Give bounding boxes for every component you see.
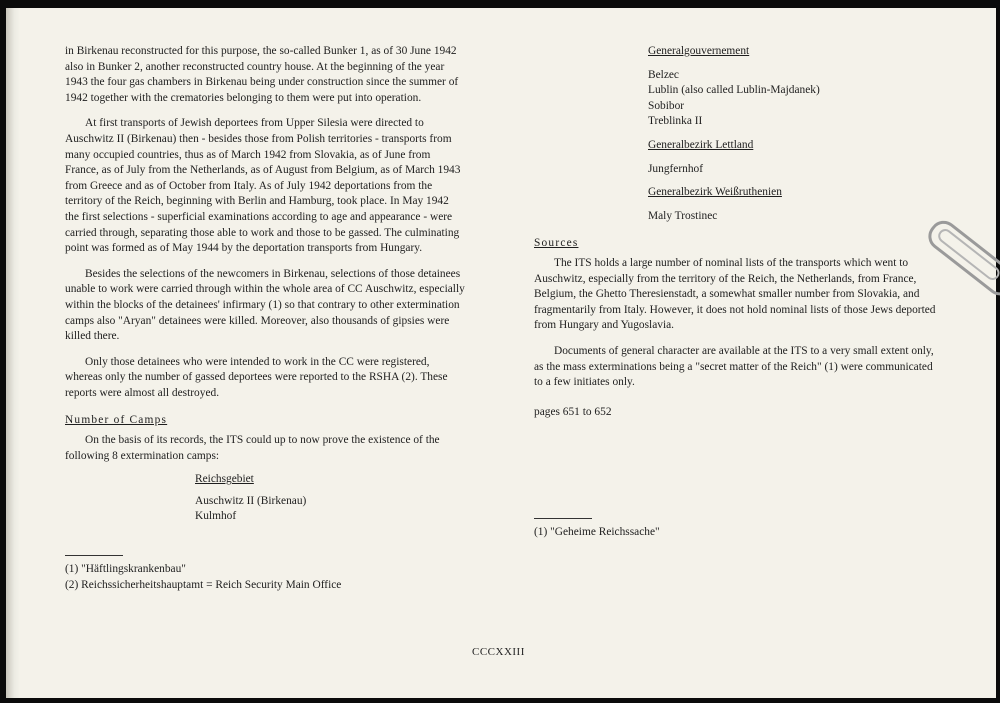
heading-number-of-camps: Number of Camps — [65, 414, 168, 427]
pages-reference: pages 651 to 652 — [534, 405, 612, 418]
footnote-item: (2) Reichssicherheitshauptamt = Reich Security Main Office — [65, 578, 342, 591]
generalgouvernement-list — [648, 68, 944, 130]
footnote-divider — [534, 518, 592, 519]
camp-item: Maly Trostinec — [648, 209, 718, 222]
left-paragraph-3: Besides the selections of the newcomers in Birkenau, selections of those detainees unable to work were carried through within the whole area of CC Auschwitz, especially within the blocks of the detainees' infirmary (1) so that contrary to other extermination camps also "Aryan" detainees were killed. Moreover, also thousands of gipsies were killed there. — [65, 267, 465, 343]
reichsgebiet-list — [195, 494, 465, 525]
heading-sources: Sources — [534, 237, 579, 250]
left-paragraph-1: in Birkenau reconstructed for this purpose, the so-called Bunker 1, as of 30 June 1942 also in Bunker 2, another reconstructed country house. At the beginning of the year 1943 the four gas chambers in Birkenau being under construction since the summer of 1942 together with the crematories belonging to them were put into operation. — [65, 45, 459, 104]
generalgouvernement-title: Generalgouvernement — [648, 45, 750, 57]
binding-gutter — [6, 8, 20, 698]
weissruthenien-block — [648, 185, 944, 224]
reichsgebiet-title: Reichsgebiet — [195, 473, 254, 486]
weissruthenien-list — [648, 209, 944, 225]
generalgouvernement-block — [648, 44, 944, 130]
right-column — [534, 44, 944, 541]
camp-item: Lublin (also called Lublin-Majdanek) — [648, 84, 820, 97]
footnote-item: (1) "Häftlingskrankenbau" — [65, 563, 186, 576]
left-paragraph-5: On the basis of its records, the ITS could up to now prove the existence of the following 8 extermination camps: — [65, 434, 440, 462]
weissruthenien-title: Generalbezirk Weißruthenien — [648, 186, 782, 199]
lettland-block — [648, 138, 944, 177]
footnote-divider — [65, 555, 123, 556]
right-paragraph-2: Documents of general character are available at the ITS to a very small extent only, as the mass exterminations being a "secret matter of the Reich" (1) were communicated to a few initiates only. — [534, 344, 934, 389]
camp-item: Jungfernhof — [648, 162, 704, 175]
footnote-item: (1) "Geheime Reichssache" — [534, 526, 660, 539]
reichsgebiet-block — [195, 472, 465, 525]
camp-item: Sobibor — [648, 99, 685, 112]
lettland-title: Generalbezirk Lettland — [648, 138, 754, 151]
camp-item: Auschwitz II (Birkenau) — [195, 494, 307, 507]
right-paragraph-1: The ITS holds a large number of nominal lists of the transports which went to Auschwitz, especially from the territory of the Reich, the Netherlands, from France, Belgium, the Ghetto Theresienstadt, a somewhat smaller number from Slovakia, and fragmentarily from Italy. However, it does not hold nominal lists of those Jews deported from Hungary and Yugoslavia. — [534, 256, 936, 332]
page-number: CCCXXIII — [472, 646, 525, 658]
camp-item: Belzec — [648, 68, 679, 81]
left-column — [65, 44, 465, 593]
left-paragraph-2: At first transports of Jewish deportees from Upper Silesia were directed to Auschwitz II (Birkenau) then - besides those from Polish territories - transports from many occupied countries, thus as of March 1942 from Slovakia, as of June from France, as of July from the Netherlands, as of August from Belgium, as of March 1943 from Greece and as of October from Italy. As of July 1942 deportations from the territory of the Reich, beginning with Berlin and Hamburg, took place. In May 1942 the first selections - superficial examinations according to age and appearance - were carried through, separating those able to work and those to be gassed. The culminating point was formed as of May 1944 by the deportation transports from Hungary. — [65, 117, 461, 255]
left-paragraph-4: Only those detainees who were intended to work in the CC were registered, whereas only the number of gassed deportees were reported to the RSHA (2). These reports were almost all destroyed. — [65, 355, 448, 399]
camp-item: Kulmhof — [195, 510, 237, 523]
lettland-list — [648, 162, 944, 178]
camp-item: Treblinka II — [648, 115, 703, 128]
